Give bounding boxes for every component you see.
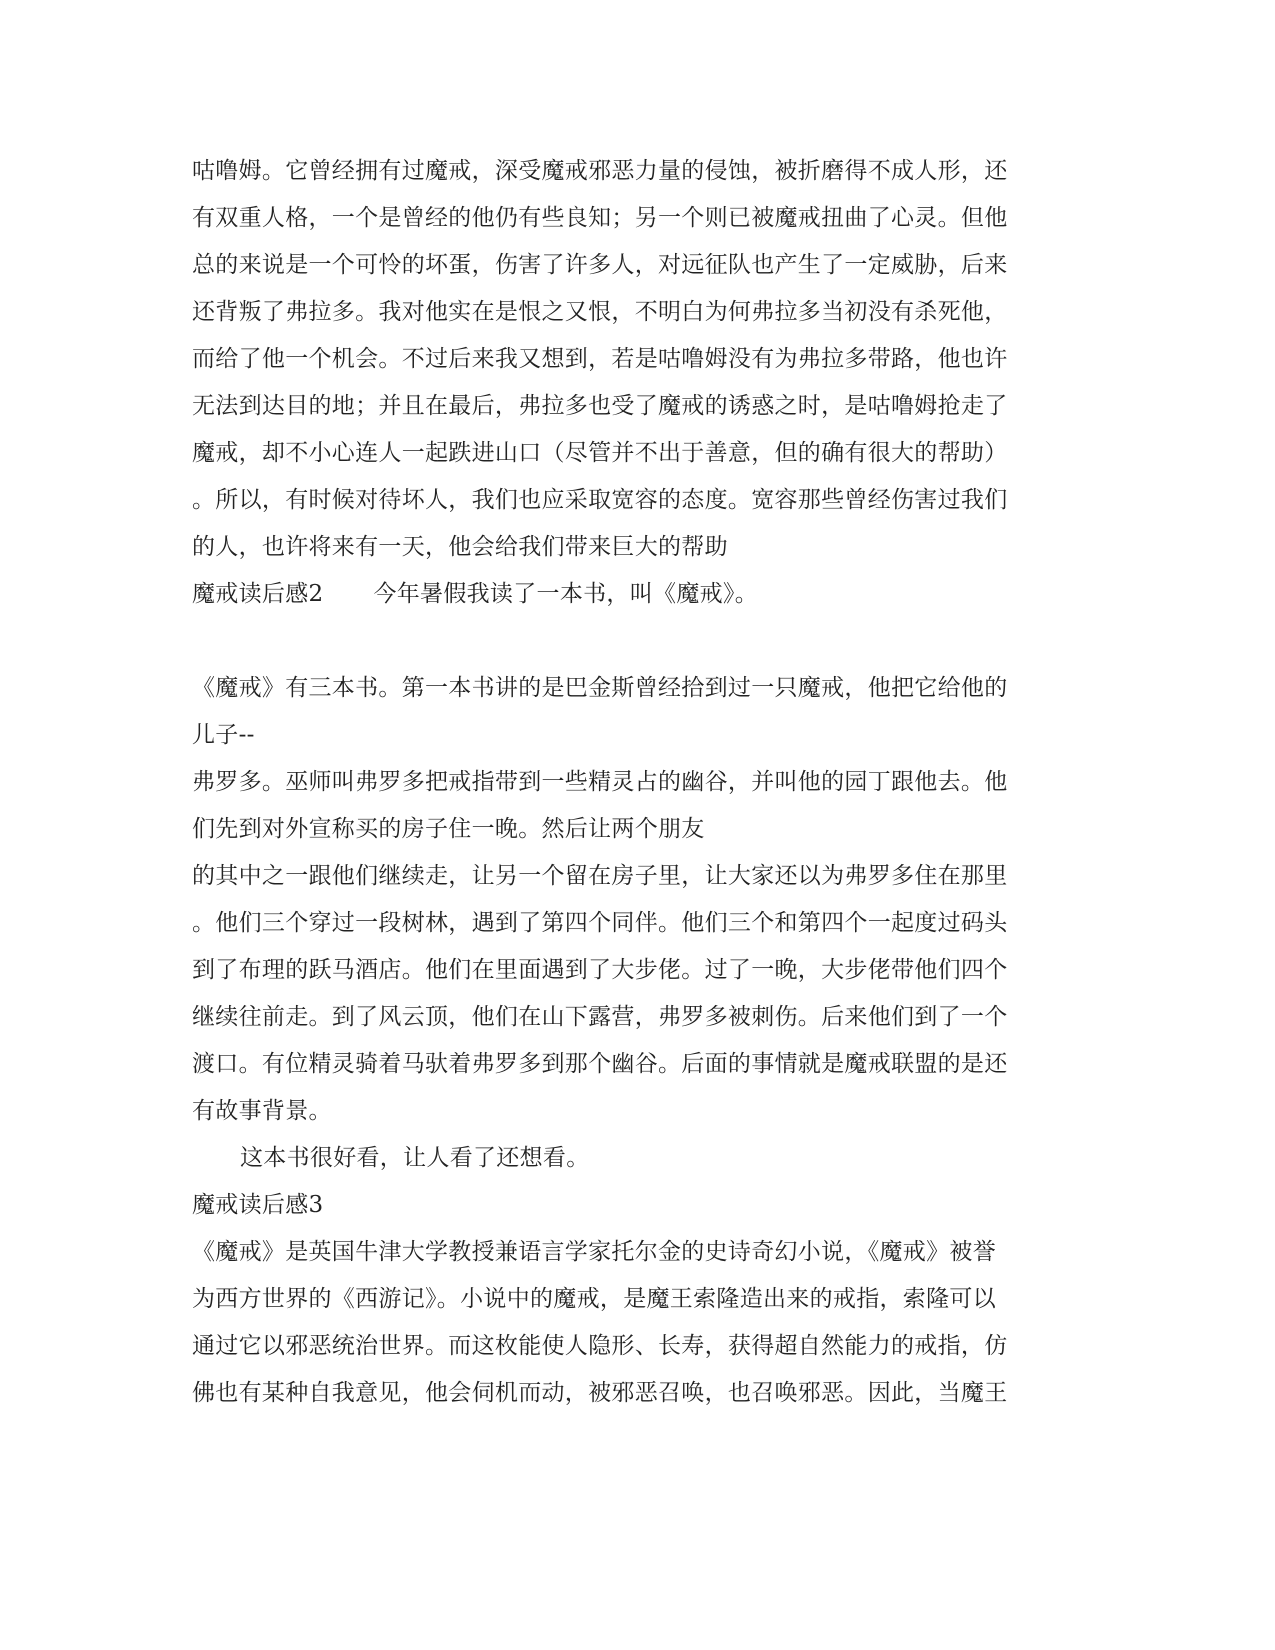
body-line: 有双重人格，一个是曾经的他仍有些良知；另一个则已被魔戒扭曲了心灵。但他 [192, 205, 1008, 231]
body-line: 而给了他一个机会。不过后来我又想到，若是咕噜姆没有为弗拉多带路，他也许 [192, 346, 1008, 372]
section-heading: 魔戒读后感2 [192, 581, 324, 607]
section-heading: 魔戒读后感3 [192, 1192, 324, 1218]
body-line: 们先到对外宣称买的房子住一晚。然后让两个朋友 [192, 816, 705, 842]
section-intro: 今年暑假我读了一本书，叫《魔戒》。 [373, 581, 759, 607]
body-line: 《魔戒》有三本书。第一本书讲的是巴金斯曾经拾到过一只魔戒，他把它给他的 [192, 675, 1008, 701]
closing-line: 这本书很好看，让人看了还想看。 [240, 1145, 590, 1171]
body-line: 通过它以邪恶统治世界。而这枚能使人隐形、长寿，获得超自然能力的戒指，仿 [192, 1333, 1008, 1359]
body-line: 有故事背景。 [192, 1098, 332, 1124]
body-line: 弗罗多。巫师叫弗罗多把戒指带到一些精灵占的幽谷，并叫他的园丁跟他去。他 [192, 769, 1008, 795]
body-line: 继续往前走。到了风云顶，他们在山下露营，弗罗多被刺伤。后来他们到了一个 [192, 1004, 1008, 1030]
body-line: 还背叛了弗拉多。我对他实在是恨之又恨，不明白为何弗拉多当初没有杀死他， [192, 299, 1008, 325]
body-line: 咕噜姆。它曾经拥有过魔戒，深受魔戒邪恶力量的侵蚀，被折磨得不成人形，还 [192, 158, 1008, 184]
body-line: 无法到达目的地；并且在最后，弗拉多也受了魔戒的诱惑之时，是咕噜姆抢走了 [192, 393, 1008, 419]
body-line: 。他们三个穿过一段树林，遇到了第四个同伴。他们三个和第四个一起度过码头 [192, 910, 1008, 936]
section-heading-line [192, 579, 758, 609]
body-line: 渡口。有位精灵骑着马驮着弗罗多到那个幽谷。后面的事情就是魔戒联盟的是还 [192, 1051, 1008, 1077]
body-line: 《魔戒》是英国牛津大学教授兼语言学家托尔金的史诗奇幻小说，《魔戒》被誉 [192, 1239, 996, 1265]
body-line: 总的来说是一个可怜的坏蛋，伤害了许多人，对远征队也产生了一定威胁，后来 [192, 252, 1008, 278]
body-line: 的其中之一跟他们继续走，让另一个留在房子里，让大家还以为弗罗多住在那里 [192, 863, 1008, 889]
body-line: 为西方世界的《西游记》。小说中的魔戒，是魔王索隆造出来的戒指，索隆可以 [192, 1286, 996, 1312]
body-line: 儿子-- [192, 722, 255, 748]
body-line: 到了布理的跃马酒店。他们在里面遇到了大步佬。过了一晚，大步佬带他们四个 [192, 957, 1008, 983]
body-line: 。所以，有时候对待坏人，我们也应采取宽容的态度。宽容那些曾经伤害过我们 [192, 487, 1008, 513]
body-line: 魔戒，却不小心连人一起跌进山口（尽管并不出于善意，但的确有很大的帮助） [192, 440, 1008, 466]
body-line: 的人，也许将来有一天，他会给我们带来巨大的帮助 [192, 534, 728, 560]
body-line: 佛也有某种自我意见，他会伺机而动，被邪恶召唤，也召唤邪恶。因此，当魔王 [192, 1380, 1008, 1406]
